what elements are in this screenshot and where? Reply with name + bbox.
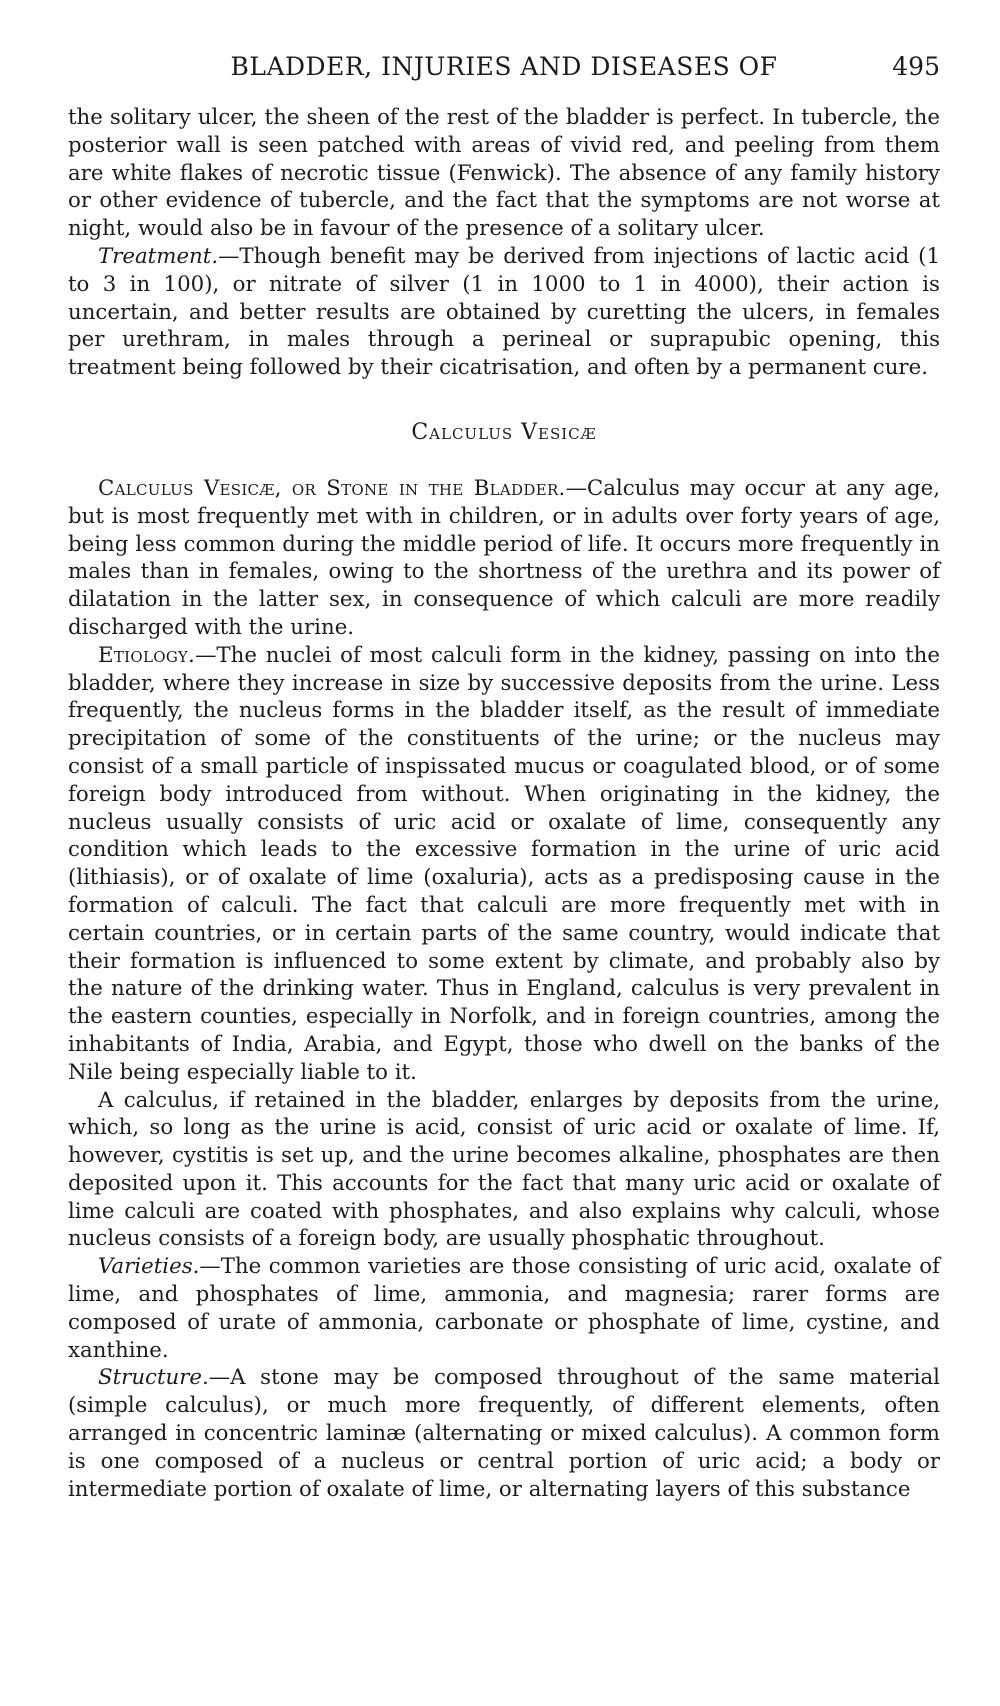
paragraph-calculus-enlarges <box>68 1087 940 1254</box>
structure-lead: Structure. <box>98 1365 209 1391</box>
paragraph-solitary-ulcer <box>68 104 940 243</box>
calculus-lead: Calculus Vesicæ, or Stone in the Bladder. <box>98 475 566 501</box>
paragraph-text: A calculus, if retained in the bladder, enlarges by deposits from the urine, which, so long as the urine is acid, consist of uric acid or oxalate of lime. If, however, cystitis is set up, and the urine becomes alkaline, phosphates are then deposited upon it. This accounts for the fact that many uric acid or oxalate of lime calculi are coated with phosphates, and also explains why calculi, whose nucleus consists of a foreign body, are usually phosphatic throughout. <box>68 1087 940 1252</box>
paragraph-etiology <box>68 642 940 1087</box>
page-header <box>68 50 940 86</box>
paragraph-text: —The nuclei of most calculi form in the kidney, passing on into the bladder, where they increase in size by successive deposits from the urine. Less frequently, the nucleus forms in the bladder itself, as the result of immediate precipitation of some of the constituents of the urine; or the nucleus may consist of a small particle of inspissated mucus or coagulated blood, or of some foreign body introduced from without. When originating in the kidney, the nucleus usually consists of uric acid or oxalate of lime, consequently any condition which leads to the excessive formation in the urine of uric acid (lithiasis), or of oxalate of lime (oxaluria), acts as a predisposing cause in the formation of calculi. The fact that calculi are more frequently met with in certain countries, or in certain parts of the same country, would indicate that their formation is influenced to some extent by climate, and probably also by the nature of the drinking water. Thus in England, calculus is very prevalent in the eastern counties, especially in Norfolk, and in foreign countries, among the inhabitants of India, Arabia, and Egypt, those who dwell on the banks of the Nile being especially liable to it. <box>68 642 940 1085</box>
varieties-lead: Varieties. <box>98 1254 200 1280</box>
body-text <box>68 104 940 1503</box>
running-title: BLADDER, INJURIES AND DISEASES OF <box>230 52 778 81</box>
section-heading: Calculus Vesicæ <box>411 419 597 445</box>
page-number: 495 <box>892 52 940 81</box>
paragraph-text: —Though benefit may be derived from injections of lactic acid (1 to 3 in 100), or nitrate of silver (1 in 1000 to 1 in 4000), their action is uncertain, and better results are obtained by curetting the ulcers, in females per urethram, in males through a perineal or suprapubic opening, this treatment being followed by their cicatrisation, and often by a permanent cure. <box>68 243 940 381</box>
paragraph-text: —Calculus may occur at any age, but is most frequently met with in children, or in adults over forty years of age, being less common during the middle period of life. It occurs more frequently in males than in females, owing to the shortness of the urethra and its power of dilatation in the latter sex, in consequence of which calculi are more readily discharged with the urine. <box>68 475 940 640</box>
paragraph-text: —The common varieties are those consisting of uric acid, oxalate of lime, and phosphates of lime, ammonia, and magnesia; rarer forms are composed of urate of ammonia, carbonate or phosphate of lime, cystine, and xanthine. <box>68 1254 940 1363</box>
paragraph-varieties <box>68 1253 940 1364</box>
treatment-lead: Treatment. <box>98 243 219 269</box>
paragraph-text: —A stone may be composed throughout of the same material (simple calculus), or much more frequently, of different elements, often arranged in concentric laminæ (alternating or mixed calculus). A common form is one composed of a nucleus or central portion of uric acid; a body or intermediate portion of oxalate of lime, or alternating layers of this substance <box>68 1365 940 1502</box>
paragraph-structure <box>68 1364 940 1503</box>
paragraph-treatment <box>68 243 940 382</box>
paragraph-text: the solitary ulcer, the sheen of the rest of the bladder is perfect. In tubercle, the posterior wall is seen patched with areas of vivid red, and peeling from them are white flakes of necrotic tissue (Fenwick). The absence of any family history or other evidence of tubercle, and the fact that the symptoms are not worse at night, would also be in favour of the presence of a solitary ulcer. <box>68 105 940 242</box>
paragraph-calculus-vesicae <box>68 475 940 642</box>
etiology-lead: Etiology. <box>98 642 196 668</box>
